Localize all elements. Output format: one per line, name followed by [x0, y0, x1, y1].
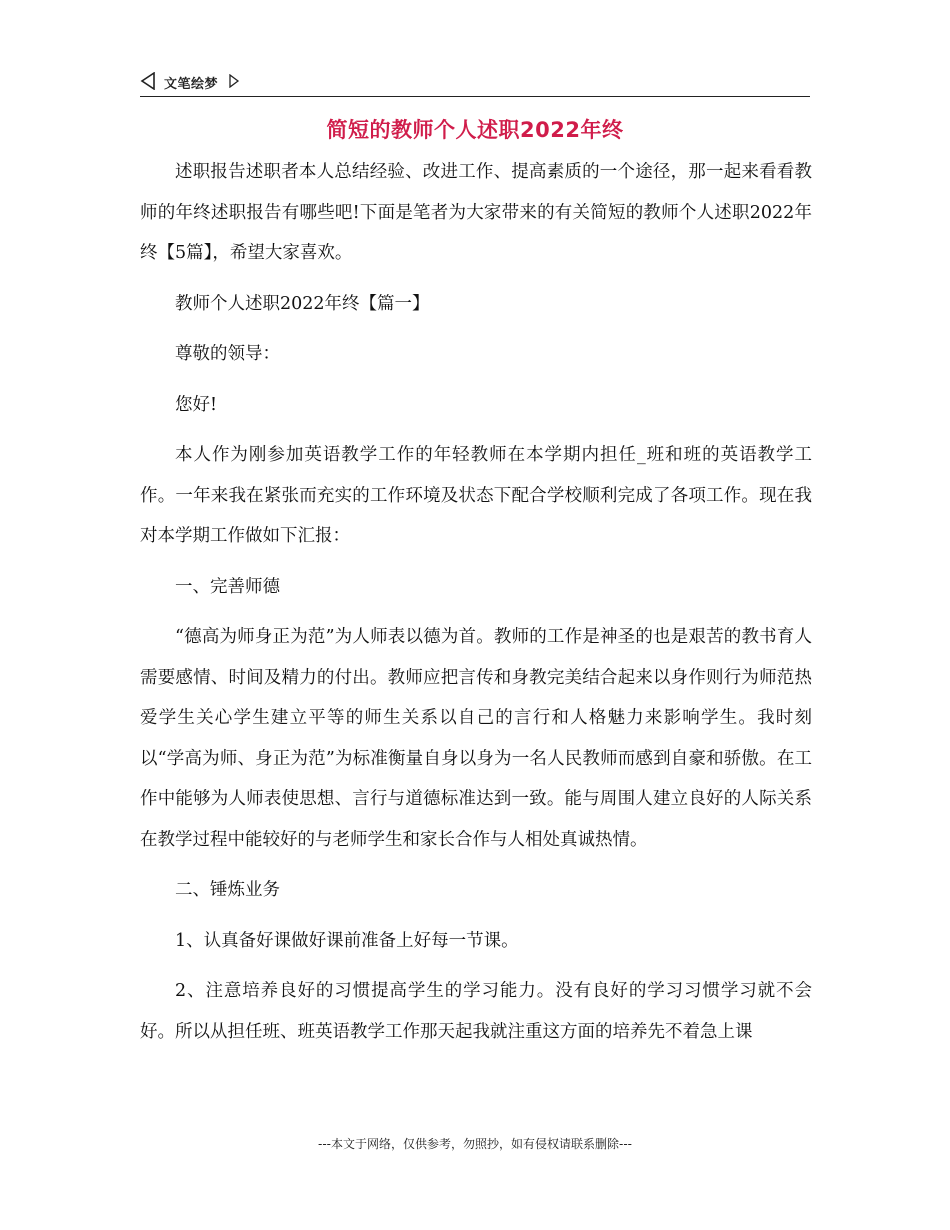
- list-item: 1、认真备好课做好课前准备上好每一节课。: [175, 930, 519, 951]
- salutation: 尊敬的领导：: [175, 344, 280, 364]
- body-paragraph: “德高为师身正为范”为人师表以德为首。教师的工作是神圣的也是艰苦的教书育人需要感情、时间及精力的付出。教师应把言传和身教完美结合起来以身作则行为师范热爱学生关心学生建立平等的师生关系以自己的言行和人格魅力来影响学生。我时刻以“学高为师、身正为范”为标准衡量自身以身为一名人民教师而感到自豪和骄傲。在工作中能够为人师表使思想、言行与道德标准达到一致。能与周围人建立良好的人际关系在教学过程中能较好的与老师学生和家长合作与人相处真诚热情。: [140, 627, 812, 850]
- page-footer-disclaimer: ---本文于网络，仅供参考，勿照抄，如有侵权请联系删除---: [318, 1137, 632, 1151]
- section-heading-part-one: 教师个人述职2022年终【篇一】: [175, 293, 430, 314]
- section-heading-skills: 二、锤炼业务: [175, 880, 280, 900]
- section-heading-ethics: 一、完善师德: [175, 576, 280, 597]
- brand-name: 文笔绘梦: [164, 77, 219, 92]
- document-title: 简短的教师个人述职2022年终: [326, 118, 624, 142]
- list-item: 2、注意培养良好的习惯提高学生的学习能力。没有良好的学习习惯学习就不会好。所以从担任班、班英语教学工作那天起我就注重这方面的培养先不着急上课: [140, 981, 812, 1042]
- intro-paragraph: 述职报告述职者本人总结经验、改进工作、提高素质的一个途径，那一起来看看教师的年终述职报告有哪些吧!下面是笔者为大家带来的有关简短的教师个人述职2022年终【5篇】，希望大家喜欢。: [140, 162, 812, 263]
- document-body: [140, 152, 812, 1062]
- body-paragraph: 本人作为刚参加英语教学工作的年轻教师在本学期内担任_班和班的英语教学工作。一年来我在紧张而充实的工作环境及状态下配合学校顺利完成了各项工作。现在我对本学期工作做如下汇报：: [140, 445, 812, 546]
- greeting: 您好!: [175, 394, 218, 415]
- page-header: [140, 70, 810, 97]
- triangle-right-outline-icon: [228, 74, 240, 88]
- triangle-left-outline-icon: [140, 72, 156, 90]
